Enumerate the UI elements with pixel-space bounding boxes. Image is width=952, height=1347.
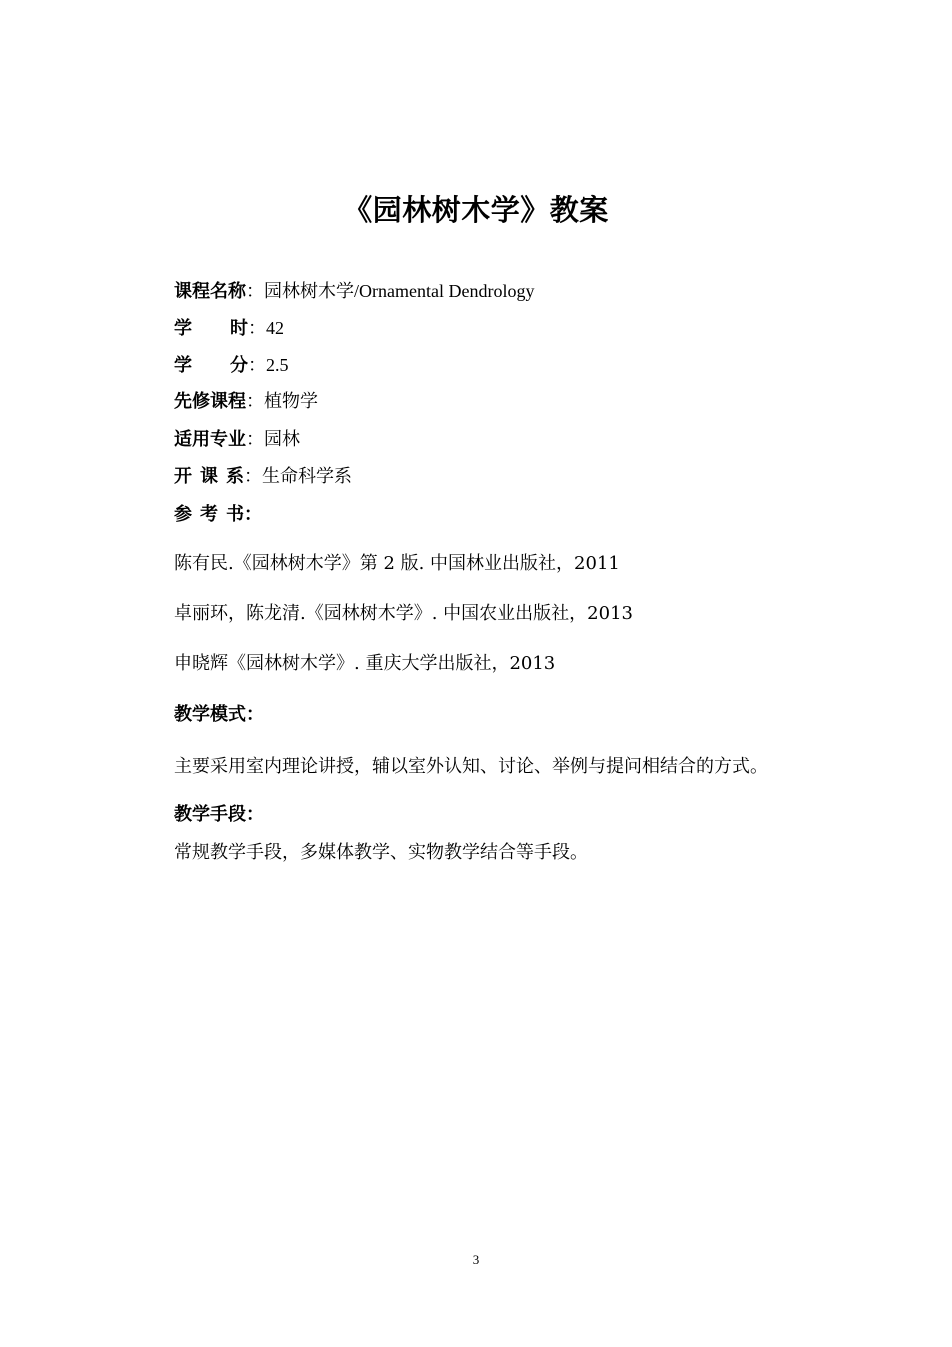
course-name-colon: ： xyxy=(246,281,264,302)
department-label-third: 系 xyxy=(226,466,244,487)
credits-value: 2.5 xyxy=(266,355,289,375)
department-line xyxy=(174,468,352,486)
major-line xyxy=(174,431,300,449)
credits-line xyxy=(174,356,289,375)
teaching-means-text: 常规教学手段，多媒体教学、实物教学结合等手段。 xyxy=(174,842,588,863)
hours-colon: ： xyxy=(248,318,266,339)
reference-item: 申晓辉《园林树木学》. 重庆大学出版社，2013 xyxy=(174,653,556,674)
prerequisite-label: 先修课程 xyxy=(174,391,246,412)
department-value: 生命科学系 xyxy=(262,466,352,487)
department-colon: ： xyxy=(244,466,262,487)
major-colon: ： xyxy=(246,429,264,450)
references-label-third: 书 xyxy=(226,504,244,525)
credits-label-second: 分 xyxy=(230,355,248,376)
teaching-means-heading: 教学手段： xyxy=(174,804,264,825)
references-heading-line xyxy=(174,506,262,524)
course-name-value: 园林树木学/Ornamental Dendrology xyxy=(264,281,535,301)
references-colon: ： xyxy=(244,504,262,525)
page-number: 3 xyxy=(472,1252,480,1267)
credits-label-first: 学 xyxy=(174,355,192,376)
prerequisite-colon: ： xyxy=(246,391,264,412)
reference-item: 卓丽环，陈龙清.《园林树木学》. 中国农业出版社，2013 xyxy=(174,603,633,624)
prerequisite-value: 植物学 xyxy=(264,391,318,412)
major-value: 园林 xyxy=(264,429,300,450)
hours-label-first: 学 xyxy=(174,318,192,339)
prerequisite-line xyxy=(174,393,318,411)
credits-colon: ： xyxy=(248,355,266,376)
hours-line xyxy=(174,319,284,338)
hours-value: 42 xyxy=(266,318,284,338)
department-label-first: 开 xyxy=(174,466,192,487)
page-title: 《园林树木学》教案 xyxy=(343,193,609,227)
references-label-second: 考 xyxy=(200,504,218,525)
major-label: 适用专业 xyxy=(174,429,246,450)
department-label-second: 课 xyxy=(200,466,218,487)
course-name-line xyxy=(174,282,534,301)
reference-item: 陈有民.《园林树木学》第 2 版. 中国林业出版社，2011 xyxy=(174,553,620,574)
hours-label-second: 时 xyxy=(230,318,248,339)
teaching-mode-heading: 教学模式： xyxy=(174,704,264,725)
teaching-mode-text: 主要采用室内理论讲授，辅以室外认知、讨论、举例与提问相结合的方式。 xyxy=(174,756,768,777)
references-label-first: 参 xyxy=(174,504,192,525)
course-name-label: 课程名称 xyxy=(174,281,246,302)
